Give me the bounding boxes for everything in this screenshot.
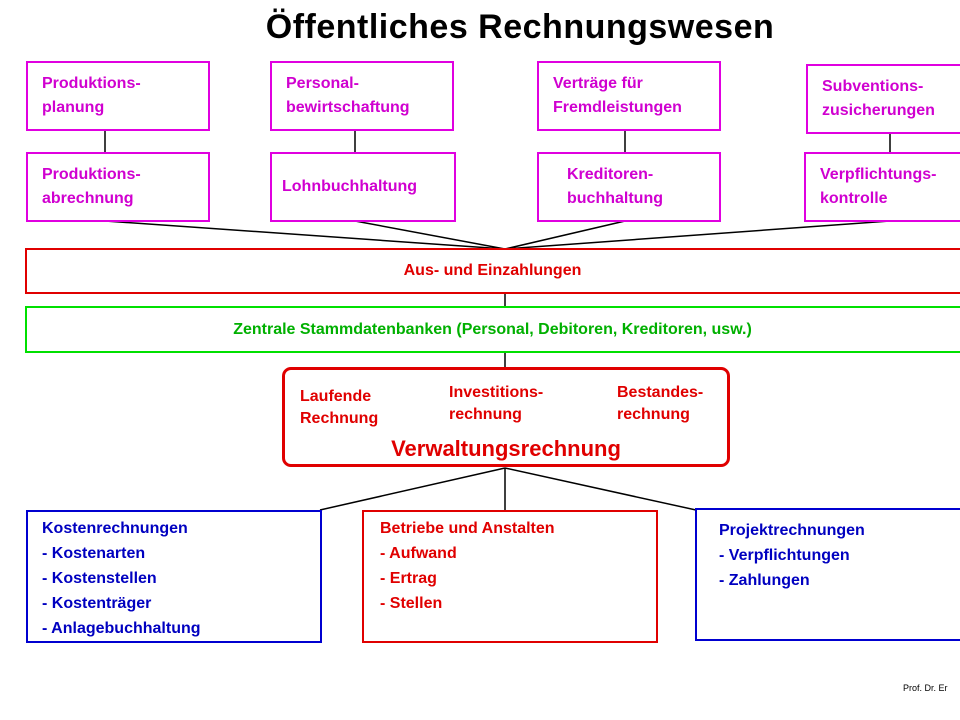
- list-item: - Anlagebuchhaltung: [42, 620, 201, 637]
- box-line: buchhaltung: [567, 190, 663, 207]
- box-line: rechnung: [617, 406, 690, 423]
- box-line: Rechnung: [300, 410, 379, 427]
- list-item: - Stellen: [380, 595, 443, 612]
- box-line: Verpflichtungs-: [820, 166, 937, 183]
- box-line: Lohnbuchhaltung: [282, 178, 418, 195]
- box-line: planung: [42, 99, 105, 116]
- box-line: kontrolle: [820, 190, 888, 207]
- box-title: Projektrechnungen: [719, 522, 865, 539]
- box-payments: [25, 248, 960, 294]
- box-line: Laufende: [300, 388, 372, 405]
- box-line: Kreditoren-: [567, 166, 654, 183]
- list-item: - Verpflichtungen: [719, 547, 850, 564]
- box-production-accounting: [26, 152, 210, 222]
- box-administration-accounting: [282, 367, 730, 467]
- list-item: - Zahlungen: [719, 572, 810, 589]
- page-title: Öffentliches Rechnungswesen: [265, 8, 775, 46]
- list-item: - Ertrag: [380, 570, 437, 587]
- box-operations: [362, 510, 658, 643]
- box-line: abrechnung: [42, 190, 134, 207]
- box-personnel-management: [270, 61, 454, 131]
- box-line: bewirtschaftung: [286, 99, 410, 116]
- box-subsidy-commitments: [806, 64, 960, 134]
- box-label: Aus- und Einzahlungen: [403, 262, 582, 279]
- connector-line: [355, 221, 505, 249]
- box-line: zusicherungen: [822, 102, 935, 119]
- box-payroll: [270, 152, 456, 222]
- box-line: Bestandes-: [617, 384, 704, 401]
- box-line: Verträge für: [553, 75, 643, 92]
- box-line: Personal-: [286, 75, 359, 92]
- box-line: Investitions-: [449, 384, 544, 401]
- footer-credit: Prof. Dr. Er: [903, 683, 948, 693]
- box-title: Kostenrechnungen: [42, 520, 188, 537]
- box-project-accounting: [695, 508, 960, 641]
- list-item: - Kostenträger: [42, 595, 152, 612]
- box-title: Betriebe und Anstalten: [380, 520, 555, 537]
- connector-line: [320, 468, 505, 510]
- box-line: Produktions-: [42, 75, 141, 92]
- list-item: - Kostenstellen: [42, 570, 157, 587]
- box-commitment-control: [804, 152, 960, 222]
- list-item: - Kostenarten: [42, 545, 146, 562]
- connector-line: [505, 468, 696, 510]
- administration-title: Verwaltungsrechnung: [391, 436, 621, 461]
- box-production-planning: [26, 61, 210, 131]
- sub-inventory-accounting: [617, 382, 703, 426]
- sub-current-accounting: [300, 386, 378, 430]
- sub-investment-accounting: [449, 382, 543, 426]
- box-line: Subventions-: [822, 78, 924, 95]
- connector-line: [105, 221, 505, 249]
- list-item: - Aufwand: [380, 545, 457, 562]
- box-line: rechnung: [449, 406, 522, 423]
- box-label: Zentrale Stammdatenbanken (Personal, Debitoren, Kreditoren, usw.): [233, 320, 752, 338]
- box-contracts: [537, 61, 721, 131]
- box-master-data: [25, 306, 960, 353]
- box-creditor-accounting: [537, 152, 721, 222]
- box-cost-accounting: [26, 510, 322, 643]
- box-line: Fremdleistungen: [553, 99, 682, 116]
- box-line: Produktions-: [42, 166, 141, 183]
